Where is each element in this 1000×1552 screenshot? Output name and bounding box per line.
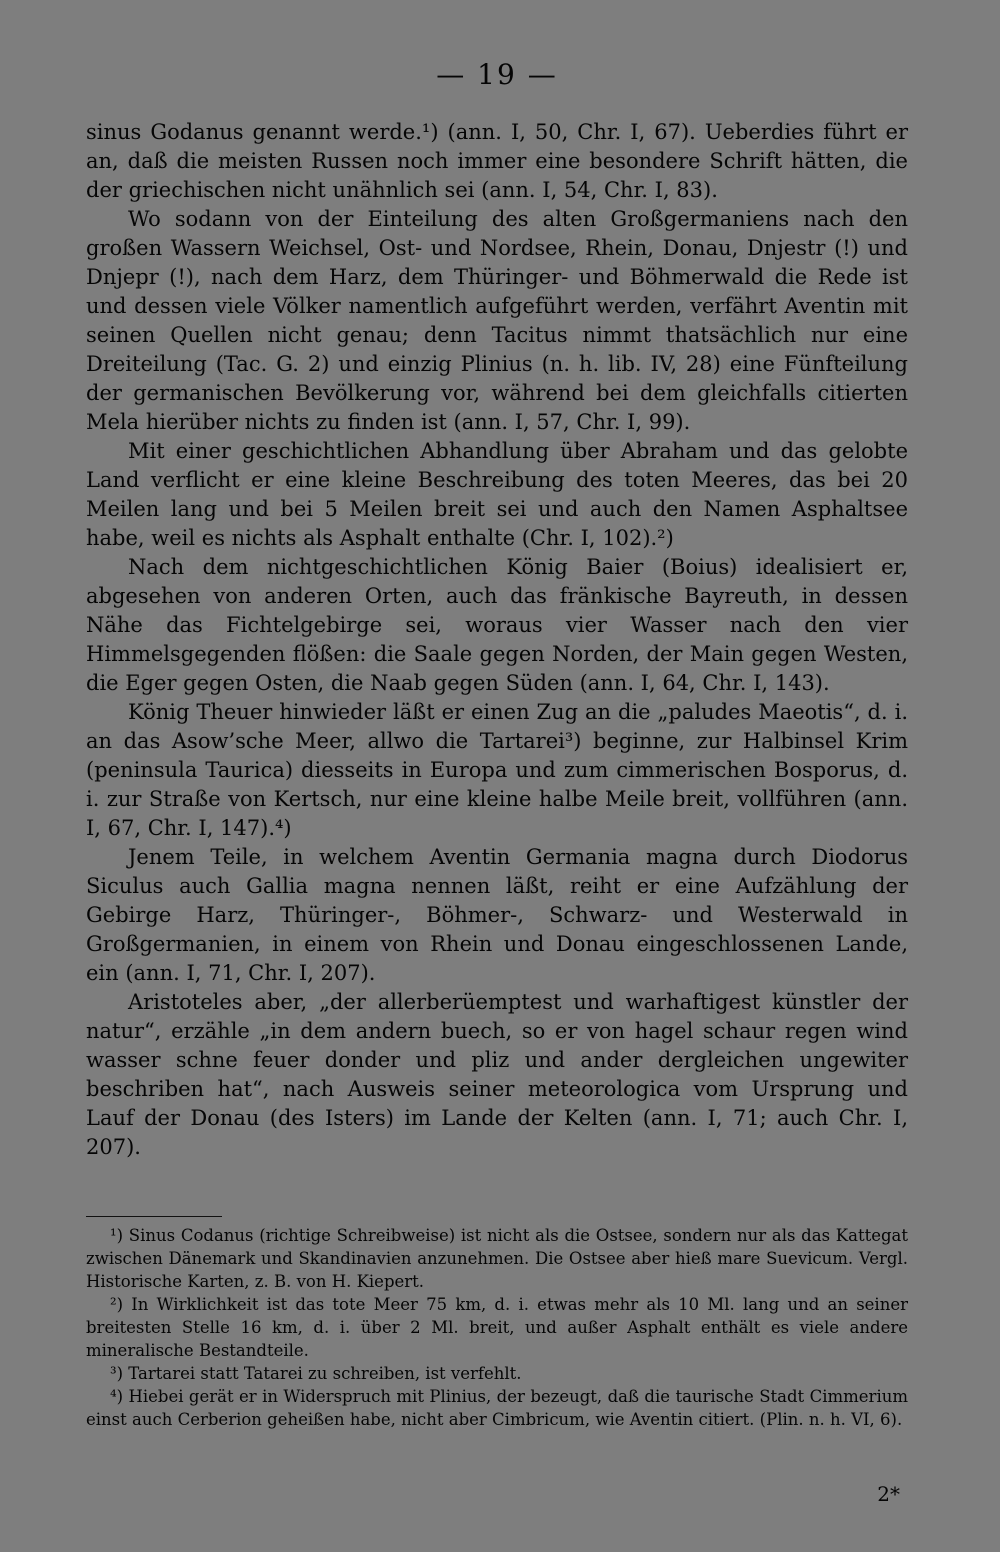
footnote: ³) Tartarei statt Tatarei zu schreiben, ist verfehlt.: [110, 1364, 522, 1383]
paragraph: sinus Godanus genannt werde.¹) (ann. I, 50, Chr. I, 67). Ueberdies führt er an, daß die meisten Russen noch immer eine besondere Schrift hätten, die der griechischen nicht unähnlich sei (ann. I, 54, Chr. I, 83).: [86, 120, 908, 202]
footnote-separator: [86, 1216, 222, 1217]
page-number: — 19 —: [436, 58, 558, 91]
signature-mark: 2*: [877, 1482, 900, 1506]
footnote: ⁴) Hiebei gerät er in Widerspruch mit Plinius, der bezeugt, daß die taurische Stadt Cimmerium einst auch Cerberion geheißen habe, nicht aber Cimbricum, wie Aventin citiert. (Plin. n. h. VI, 6).: [86, 1387, 908, 1429]
paragraph: Aristoteles aber, „der allerberüemptest und warhaftigest künstler der natur“, erzähle „in dem andern buech, so er von hagel schaur regen wind wasser schne feuer donder und pliz und ander dergleichen ungewiter beschriben hat“, nach Ausweis seiner meteorologica vom Ursprung und Lauf der Donau (des Isters) im Lande der Kelten (ann. I, 71; auch Chr. I, 207).: [86, 990, 908, 1159]
footnote: ¹) Sinus Codanus (richtige Schreibweise) ist nicht als die Ostsee, sondern nur als das Kattegat zwischen Dänemark und Skandinavien anzunehmen. Die Ostsee aber hieß mare Suevicum. Vergl. Historische Karten, z. B. von H. Kiepert.: [86, 1226, 908, 1291]
book-page: [86, 0, 908, 1552]
footnote: ²) In Wirklichkeit ist das tote Meer 75 km, d. i. etwas mehr als 10 Ml. lang und an seiner breitesten Stelle 16 km, d. i. über 2 Ml. breit, und außer Asphalt enthält es viele andere mineralische Bestandteile.: [86, 1295, 908, 1360]
paragraph: Mit einer geschichtlichen Abhandlung über Abraham und das gelobte Land verflicht er eine kleine Beschreibung des toten Meeres, das bei 20 Meilen lang und bei 5 Meilen breit sei und auch den Namen Asphaltsee habe, weil es nichts als Asphalt enthalte (Chr. I, 102).²): [86, 439, 908, 550]
main-text: [86, 118, 908, 1162]
paragraph: Wo sodann von der Einteilung des alten Großgermaniens nach den großen Wassern Weichsel, Ost- und Nordsee, Rhein, Donau, Dnjestr (!) und Dnjepr (!), nach dem Harz, dem Thüringer- und Böhmerwald die Rede ist und dessen viele Völker namentlich aufgeführt werden, verfährt Aventin mit seinen Quellen nicht genau; denn Tacitus nimmt thatsächlich nur eine Dreiteilung (Tac. G. 2) und einzig Plinius (n. h. lib. IV, 28) eine Fünfteilung der germanischen Bevölkerung vor, während bei dem gleichfalls citierten Mela hierüber nichts zu finden ist (ann. I, 57, Chr. I, 99).: [86, 207, 908, 434]
paragraph: König Theuer hinwieder läßt er einen Zug an die „paludes Maeotis“, d. i. an das Asow’sche Meer, allwo die Tartarei³) beginne, zur Halbinsel Krim (peninsula Taurica) diesseits in Europa und zum cimmerischen Bosporus, d. i. zur Straße von Kertsch, nur eine kleine halbe Meile breit, vollführen (ann. I, 67, Chr. I, 147).⁴): [86, 700, 908, 840]
footnotes: [86, 1224, 908, 1431]
paragraph: Nach dem nichtgeschichtlichen König Baier (Boius) idealisiert er, abgesehen von anderen Orten, auch das fränkische Bayreuth, in dessen Nähe das Fichtelgebirge sei, woraus vier Wasser nach den vier Himmelsgegenden flößen: die Saale gegen Norden, der Main gegen Westen, die Eger gegen Osten, die Naab gegen Süden (ann. I, 64, Chr. I, 143).: [86, 555, 908, 695]
paragraph: Jenem Teile, in welchem Aventin Germania magna durch Diodorus Siculus auch Gallia magna nennen läßt, reiht er eine Aufzählung der Gebirge Harz, Thüringer-, Böhmer-, Schwarz- und Westerwald in Großgermanien, in einem von Rhein und Donau eingeschlossenen Lande, ein (ann. I, 71, Chr. I, 207).: [86, 845, 908, 985]
